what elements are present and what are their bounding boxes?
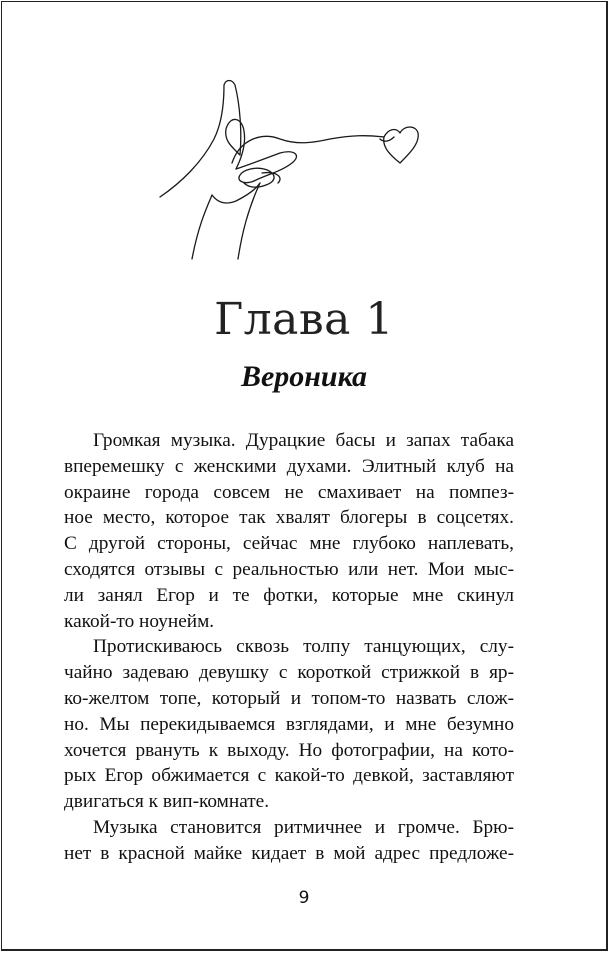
text-line: нет в красной майке кидает в мой адрес предложе- [64, 842, 514, 864]
text-line: рых Егор обжимается с какой-то девкой, заставляют [64, 765, 514, 787]
page-number: 9 [298, 888, 310, 908]
text-line: С другой стороны, сейчас мне глубоко наплевать, [64, 533, 514, 555]
text-line: чайно задеваю девушку с короткой стрижкой в яр- [64, 662, 514, 684]
text-line: вперемешку с женскими духами. Элитный клуб на [64, 455, 514, 477]
text-line: ное место, которое так хвалят блогеры в соцсетях. [64, 507, 514, 529]
text-line: какой-то ноунейм. [64, 610, 215, 632]
text-line: окраине города совсем не смахивает на помпез- [64, 481, 514, 503]
book-page [1, 1, 608, 951]
paragraph [64, 815, 514, 867]
chapter-title: Глава 1 [214, 294, 394, 345]
text-line: Музыка становится ритмичнее и громче. Брю- [93, 816, 514, 838]
text-line: сходятся отзывы с реальностью или нет. Мои мыс- [64, 558, 514, 580]
paragraph [64, 428, 514, 634]
text-line: но. Мы перекидываемся взглядами, и мне безумно [64, 713, 514, 735]
text-line: двигаться к вип-комнате. [64, 791, 270, 813]
text-line: ли занял Егор и те фотки, которые мне скинул [64, 584, 514, 606]
paragraph [64, 634, 514, 815]
chapter-subtitle: Вероника [240, 360, 368, 393]
text-line: Протискиваюсь сквозь толпу танцующих, слу- [93, 636, 514, 658]
hand-heart-line-drawing-icon [152, 77, 442, 262]
text-line: ко-желтом топе, который и топом-то назвать слож- [64, 687, 514, 709]
text-line: хочется рвануть к выходу. Но фотографии, на кото- [64, 739, 514, 761]
text-line: Громкая музыка. Дурацкие басы и запах табака [93, 430, 514, 451]
chapter-body [64, 428, 514, 867]
